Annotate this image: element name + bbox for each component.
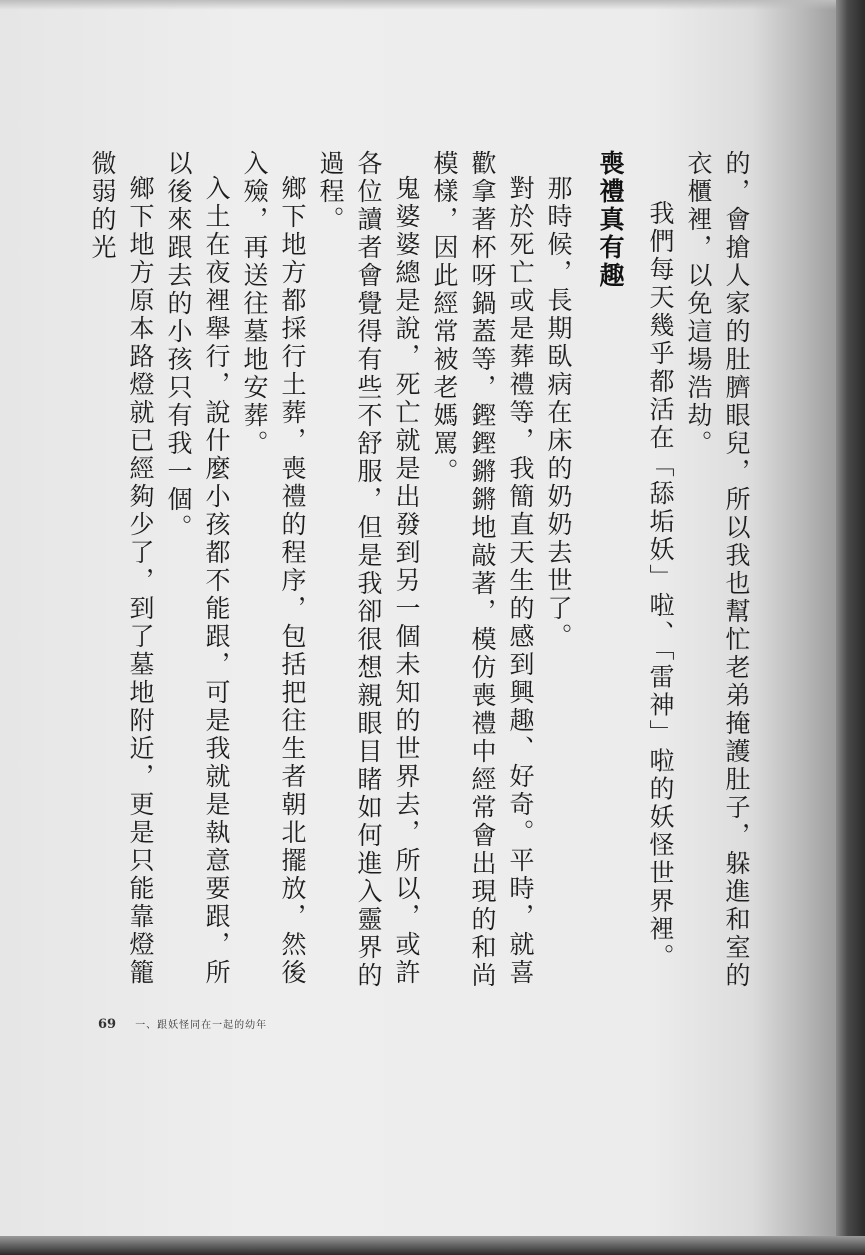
- section-heading: 喪禮真有趣: [596, 150, 625, 290]
- page-number: 69: [98, 1017, 117, 1032]
- book-gutter: [836, 0, 865, 1255]
- paragraph: 入土在夜裡舉行，說什麼小孩都不能跟，可是我就是執意要跟，所以後來跟去的小孩只有我一個。: [164, 150, 231, 987]
- body-text: [88, 150, 755, 990]
- paragraph: 鄉下地方原本路燈就已經夠少了，到了墓地附近，更是只能靠燈籠微弱的光: [88, 150, 155, 987]
- page-footer: [98, 1013, 267, 1032]
- paragraph-continuation: 的，會搶人家的肚臍眼兒，所以我也幫忙老弟掩護肚子，躲進和室的衣櫃裡，以免這場浩劫。: [684, 150, 751, 990]
- page-bottom-edge: [0, 1236, 865, 1255]
- paragraph: 鬼婆婆總是說，死亡就是出發到另一個未知的世界去，所以，或許各位讀者會覺得有些不舒服，但是我卻很想親眼目睹如何進入靈界的過程。: [316, 150, 421, 990]
- running-footer-chapter: 一、跟妖怪同在一起的幼年: [135, 1020, 268, 1031]
- paragraph: 我們每天幾乎都活在「舔垢妖」啦、「雷神」啦的妖怪世界裡。: [646, 200, 675, 972]
- paragraph: 對於死亡或是葬禮等，我簡直天生的感到興趣、好奇。平時，就喜歡拿著杯呀鍋蓋等，鏗鏗鏘鏘地敲著，模仿喪禮中經常會出現的和尚模樣，因此經常被老媽罵。: [430, 150, 535, 990]
- paragraph: 那時候，長期臥病在床的奶奶去世了。: [544, 175, 573, 651]
- paragraph: 鄉下地方都採行土葬，喪禮的程序，包括把往生者朝北擺放，然後入殮，再送往墓地安葬。: [240, 150, 307, 987]
- page-top-shadow: [0, 0, 836, 10]
